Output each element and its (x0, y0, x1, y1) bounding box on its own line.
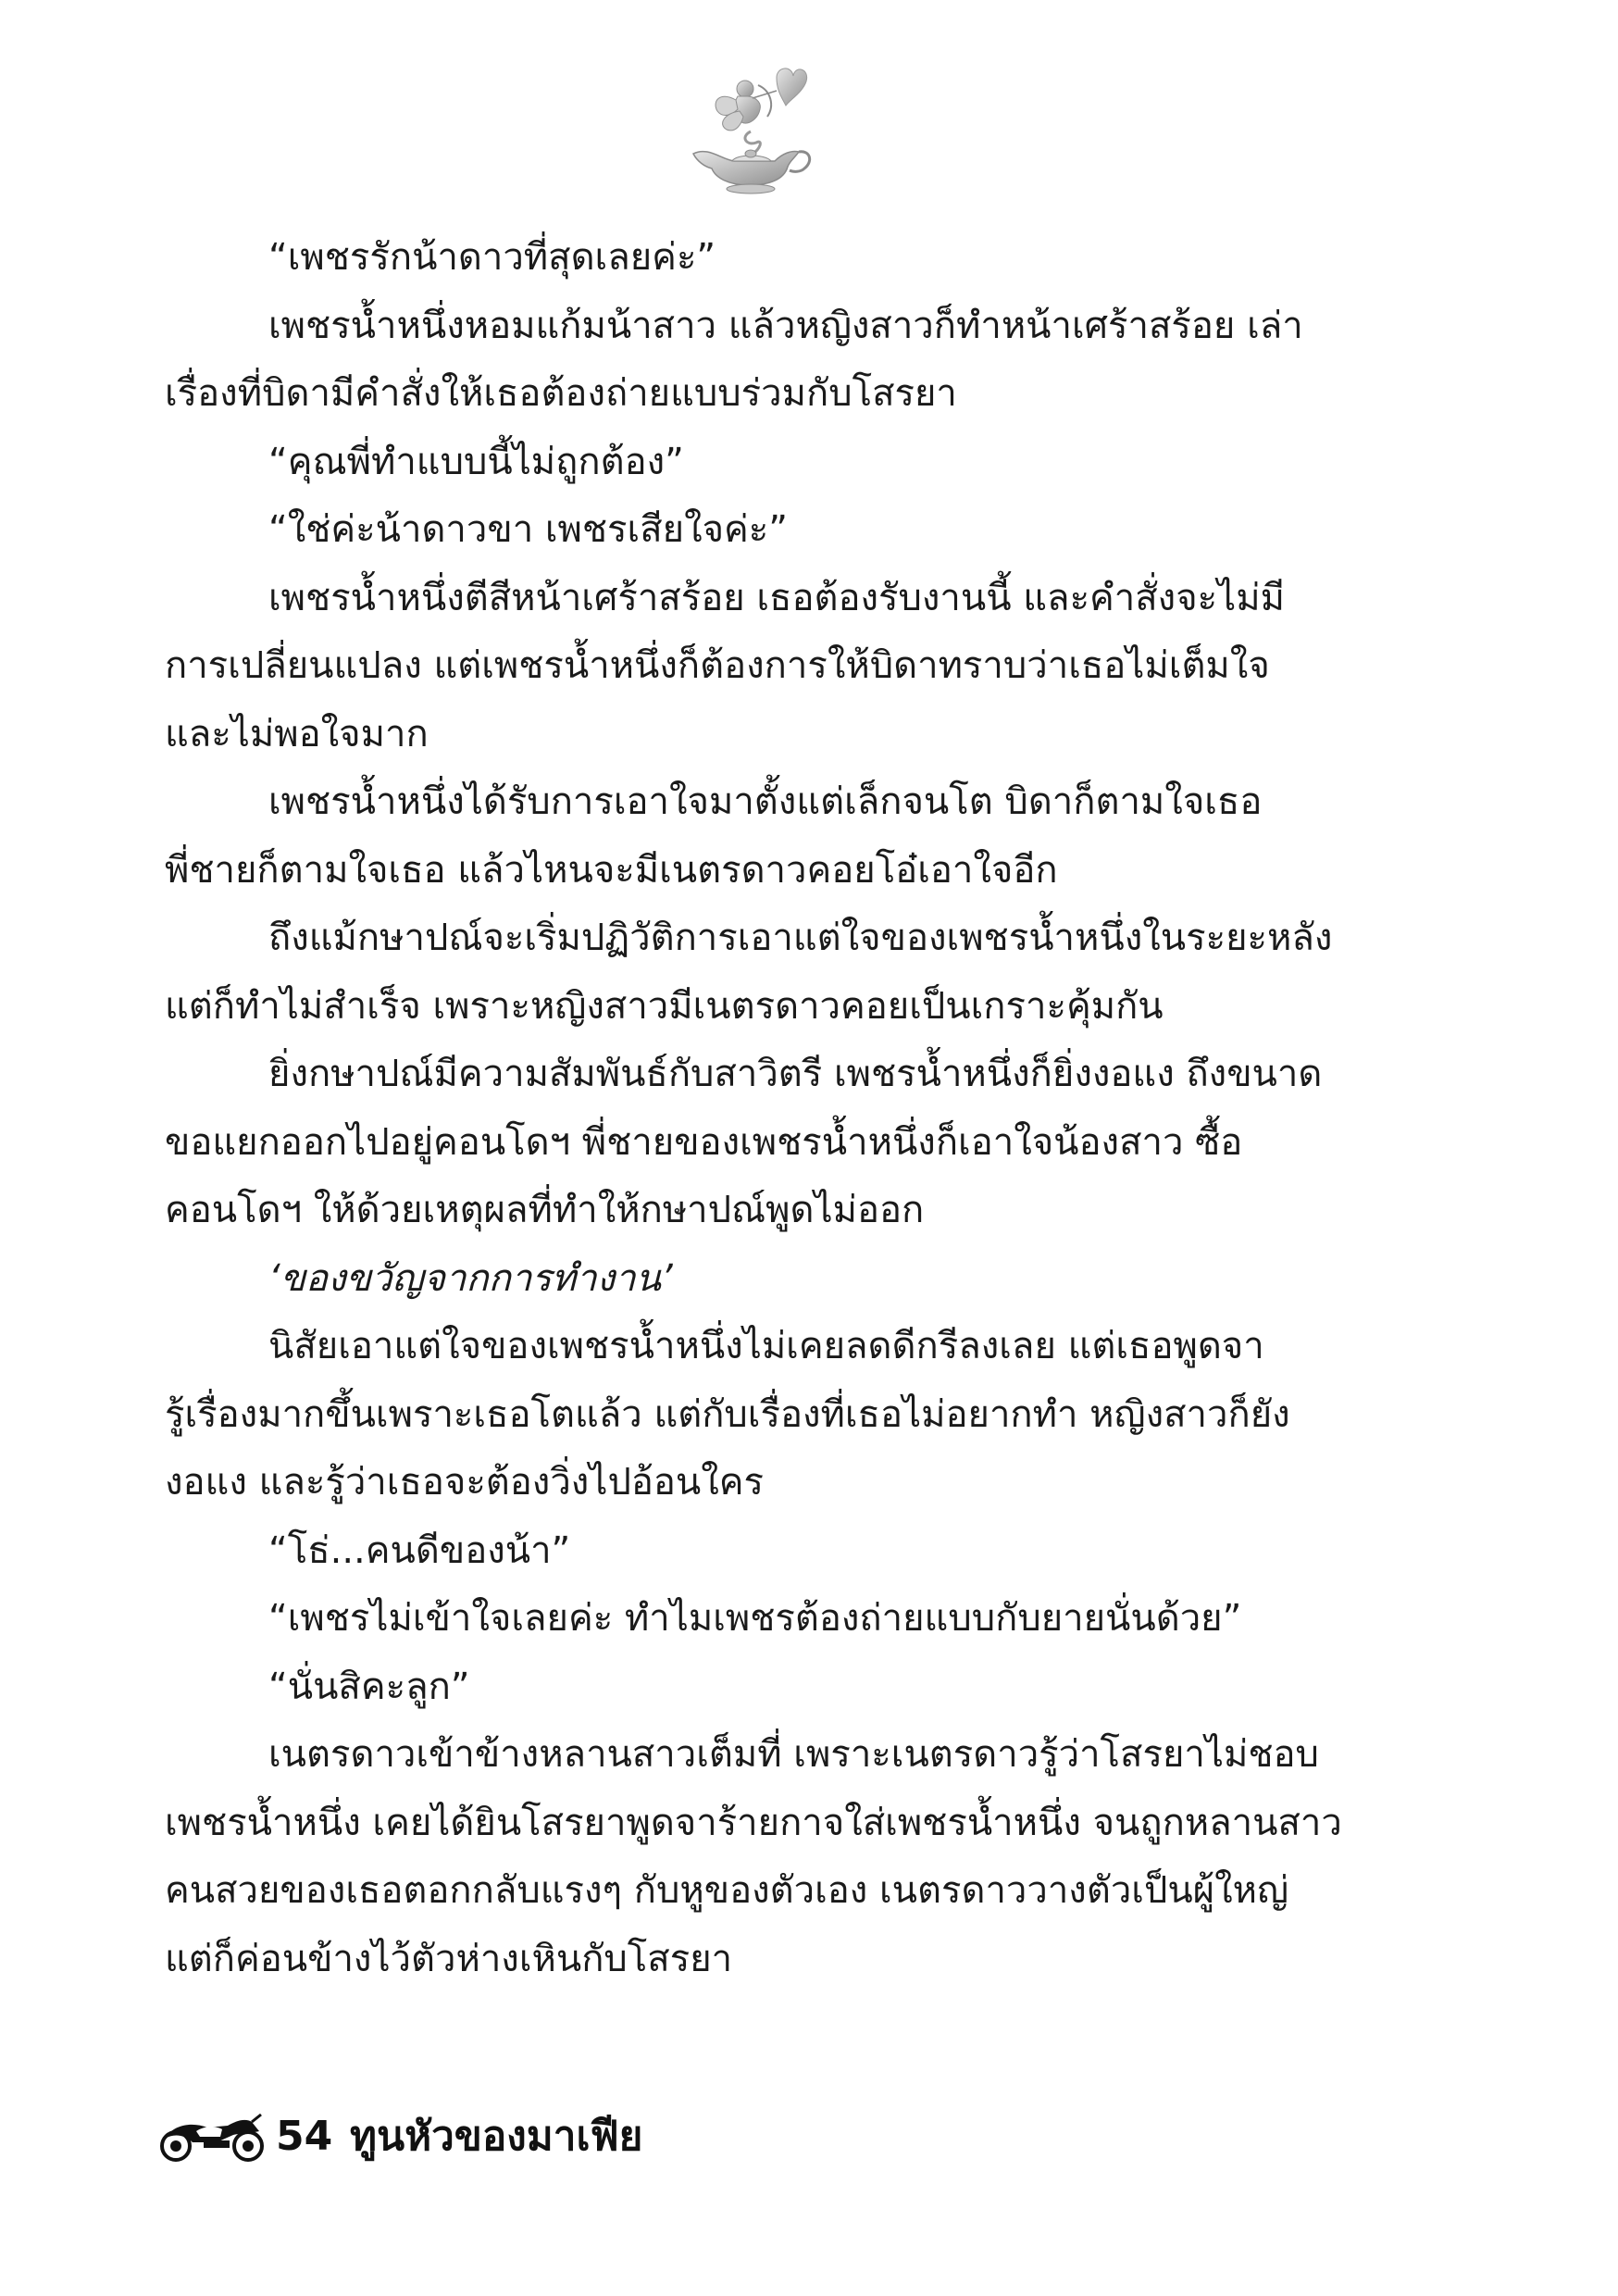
text-line: ยิ่งกษาปณ์มีความสัมพันธ์กับสาวิตรี เพชรน้ำหนึ่งก็ยิ่งงอแง ถึงขนาด (268, 1053, 1323, 1095)
text-line: แต่ก็ทำไม่สำเร็จ เพราะหญิงสาวมีเนตรดาวคอยเป็นเกราะคุ้มกัน (165, 984, 1164, 1028)
text-line: รู้เรื่องมากขึ้นเพราะเธอโตแล้ว แต่กับเรื่องที่เธอไม่อยากทำ หญิงสาวก็ยัง (165, 1392, 1290, 1436)
text-line: “เพชรรักน้าดาวที่สุดเลยค่ะ” (268, 236, 716, 279)
text-line: แต่ก็ค่อนข้างไว้ตัวห่างเหินกับโสรยา (165, 1937, 733, 1980)
text-line: “นั่นสิคะลูก” (268, 1665, 470, 1708)
text-line: การเปลี่ยนแปลง แต่เพชรน้ำหนึ่งก็ต้องการให้บิดาทราบว่าเธอไม่เต็มใจ (165, 644, 1270, 687)
text-line: เพชรน้ำหนึ่ง เคยได้ยินโสรยาพูดจาร้ายกาจใส่เพชรน้ำหนึ่ง จนถูกหลานสาว (165, 1801, 1342, 1844)
text-line: คนสวยของเธอตอกกลับแรงๆ กับหูของตัวเอง เนตรดาววางตัวเป็นผู้ใหญ่ (165, 1869, 1289, 1912)
genie-lamp-cupid-icon (680, 57, 819, 196)
text-line: “ใช่ค่ะน้าดาวขา เพชรเสียใจค่ะ” (268, 508, 788, 551)
text-line: เรื่องที่บิดามีคำสั่งให้เธอต้องถ่ายแบบร่วมกับโสรยา (165, 372, 957, 415)
text-line: เนตรดาวเข้าข้างหลานสาวเต็มที่ เพราะเนตรดาวรู้ว่าโสรยาไม่ชอบ (268, 1733, 1319, 1776)
text-line: พี่ชายก็ตามใจเธอ แล้วไหนจะมีเนตรดาวคอยโอ๋เอาใจอีก (165, 848, 1058, 892)
text-line: และไม่พอใจมาก (165, 712, 429, 755)
text-line: “โธ่...คนดีของน้า” (268, 1529, 571, 1572)
book-title: ทูนหัวของมาเฟีย (350, 2113, 643, 2160)
motorcycle-icon (156, 2111, 272, 2163)
body-text (165, 224, 1359, 1993)
text-line: เพชรน้ำหนึ่งหอมแก้มน้าสาว แล้วหญิงสาวก็ทำหน้าเศร้าสร้อย เล่า (268, 304, 1303, 347)
text-line: คอนโดฯ ให้ด้วยเหตุผลที่ทำให้กษาปณ์พูดไม่ออก (165, 1189, 925, 1231)
text-line: ขอแยกออกไปอยู่คอนโดฯ พี่ชายของเพชรน้ำหนึ่งก็เอาใจน้องสาว ซื้อ (165, 1120, 1243, 1164)
page-footer (156, 2107, 896, 2172)
text-line: นิสัยเอาแต่ใจของเพชรน้ำหนึ่งไม่เคยลดดีกรีลงเลย แต่เธอพูดจา (268, 1325, 1264, 1367)
text-line: เพชรน้ำหนึ่งได้รับการเอาใจมาตั้งแต่เล็กจนโต บิดาก็ตามใจเธอ (268, 780, 1263, 823)
text-line: “คุณพี่ทำแบบนี้ไม่ถูกต้อง” (268, 440, 684, 483)
text-line: “เพชรไม่เข้าใจเลยค่ะ ทำไมเพชรต้องถ่ายแบบกับยายนั่นด้วย” (268, 1597, 1242, 1640)
page-number: 54 (276, 2113, 333, 2160)
text-line: ถึงแม้กษาปณ์จะเริ่มปฏิวัติการเอาแต่ใจของเพชรน้ำหนึ่งในระยะหลัง (268, 917, 1333, 959)
text-line: เพชรน้ำหนึ่งตีสีหน้าเศร้าสร้อย เธอต้องรับงานนี้ และคำสั่งจะไม่มี (268, 576, 1285, 619)
text-line: ‘ของขวัญจากการทำงาน’ (268, 1256, 673, 1300)
text-line: งอแง และรู้ว่าเธอจะต้องวิ่งไปอ้อนใคร (165, 1461, 764, 1504)
